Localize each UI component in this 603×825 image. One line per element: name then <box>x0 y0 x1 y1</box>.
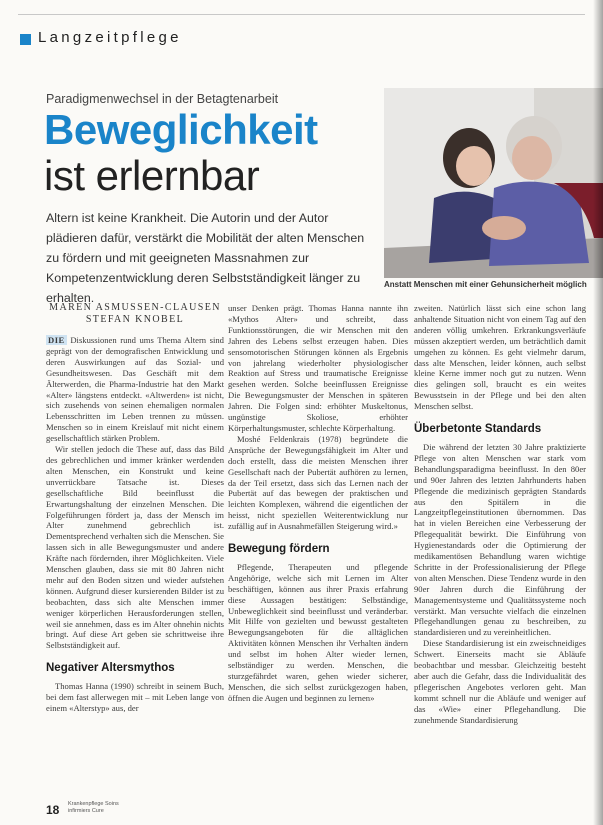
page-edge-shadow <box>593 0 603 825</box>
publication-info <box>68 801 119 814</box>
subheading: Überbetonte Standards <box>414 423 542 436</box>
text-column-3 <box>414 303 586 726</box>
paragraph: Wir stellen jedoch die These auf, dass das Bild des gebrechlichen und immer kränker werdenden alten Menschen, ein Konstrukt und keine unverrückbare Tatsache ist. Dieses gesellschaftliche Bild beeinflusst die Erwartungshaltung der einzelnen Menschen. Die Folgeführungen fördert ja, dass der Mensch im Alter zunehmend gebrechlich ist. Dementsprechend verhalten sich die Menschen. Sie lassen sich in alle Bewegungsmuster und andere Kräfte nach fördernden, ihrer Möglichkeiten. Viele Menschen glauben, dass sie mit 80 Jahren nicht mehr auf den Boden sitzen und wieder aufstehen können. Aufgrund dieser kursierenden Bilder ist zu beobachten, dass sich alte Menschen immer weniger körperlichen Herausforderungen stellen, weil sie annehmen, dass es im Alter ohnehin nichts bringt. Auf diese Art geben sie schrittweise ihre Selbstständigkeit auf. <box>46 444 224 651</box>
page-number: 18 <box>46 803 60 817</box>
photo-caption: Anstatt Menschen mit einer Gehunsicherheit möglich <box>384 280 587 289</box>
paragraph: Thomas Hanna (1990) schreibt in seinem Buch, bei dem fast allerwegen mit – mit Leben lange von einem «Alterstyp» aus, der <box>46 681 224 713</box>
subheading: Bewegung fördern <box>228 543 330 556</box>
author-name: STEFAN KNOBEL <box>85 314 185 325</box>
paragraph: Pflegende, Therapeuten und pflegende Angehörige, welche sich mit Lernen im Alter beschäftigen, können aus ihrer Praxis erfahrung diese Aussagen bestätigen: Selbständige, Unbeweglichkeit sind beeinflusst und veränderbar. Mit Hilfe von gezielten und bewusst gestalteten Bewegungsangeboten für die alltäglichen Aktivitäten können Menschen ihr Verhalten ändern und selbst im hohen Alter wieder lernen, selbständiger zu werden. Menschen, die sturzgefährdet waren, gehen wieder sicherer, Menschen, die sich selbst zurückgezogen haben, öffnen die Augen und beginnen zu lernen» <box>228 561 408 703</box>
section-marker <box>20 34 31 45</box>
paragraph <box>46 335 224 444</box>
drop-cap: DIE <box>48 335 65 345</box>
paragraph: Die während der letzten 30 Jahre praktizierte Pflege von alten Menschen war stark vom Behandlungsparadigma beeinflusst. In den 80er und 90er Jahren des letzten Jahrhunderts haben Pflegende die medizinisch geprägten Standards aus den Spitälern in die Langzeitpflegeinstitutionen übernommen. Das hat in vielen Bereichen eine Verbesserung der Pflegequalität bewirkt. Die Einführung von Hygienestandards oder die Optimierung der medikamentösen Behandlung waren wichtige Schritte in der Professionalisierung der Pflege von alten Menschen. Diese Tendenz wurde in den 90er Jahren durch die Einführung der Managementsysteme und Qualitätssysteme noch verstärkt. Man versuchte vielfach die einzelnen Pflegehandlungen genau zu beschreiben, zu standardisieren und zu vereinheitlichen. <box>414 441 586 638</box>
subheading: Negativer Altersmythos <box>46 662 175 675</box>
text-column-1 <box>46 335 224 714</box>
article-photo <box>384 88 603 278</box>
publication-line: infirmiers Cure <box>68 807 104 814</box>
top-rule <box>18 14 585 15</box>
paragraph: Diese Standardisierung ist ein zweischneidiges Schwert. Einerseits macht sie Abläufe beobachtbar und messbar. Gleichzeitig besteht aber auch die Gefahr, dass die Individualität des pflegerischen Angebotes verloren geht. Man kommt schnell nur die Abläufe und weniger auf das «Wie» einer Pflegehandlung. Die zunehmende Standardisierung <box>414 638 586 725</box>
author-name: MAREN ASMUSSEN-CLAUSEN <box>49 302 221 313</box>
paragraph: unser Denken prägt. Thomas Hanna nannte ihn «Mythos Alter» und schreibt, dass Funktionsstörungen, die wir Menschen mit den Jahren des Lebens selbst erzeugen haben. Dies sensomotorischen Störungen können als Ergebnis von jahrelang wiederholter physiologischer Reaktion auf Stress und traumatische Ereignisse gesehen werden. Solche beeinflussen Ereignisse Die Bewegungsmuster der Menschen in späteren Jahren. Die Folgen sind: erhöhter Muskeltonus, ungünstige Skoliose, erhöhter Körperhaltungsmuster, schlechte Körperhaltung. <box>228 303 408 433</box>
article-lead: Altern ist keine Krankheit. Die Autorin und der Autor plädieren dafür, verstärkt die Mobilität der alten Menschen zu fördern und mit geeigneten Massnahmen zur Kompetenzentwicklung deren Selbstständigkeit länger zu erhalten. <box>46 211 365 305</box>
section-label: Langzeitpflege <box>38 29 182 46</box>
paragraph: Moshé Feldenkrais (1978) begründete die Ansprüche der Bewegungsfähigkeit im Alter und doch erstellt, dass die meisten Menschen ihrer Gesellschaft nach der Pubertät aufhören zu lernen, da der Teil ersetzt, dass sich das Lernen nach der Pubertät auf das bewegen der praktischen und leichten Komplexen, während die eigentlichen der heisst, nicht speziellen Weiterentwicklung nur zufällig auf in Ausnahmefällen Steigerung wird.» <box>228 433 408 532</box>
photo-illustration <box>384 88 603 278</box>
text-column-2 <box>228 303 408 704</box>
paragraph-text: Diskussionen rund ums Thema Altern sind geprägt von der demografischen Entwicklung und deren Auswirkungen auf das Sozial- und Gesundheitswesen. Das Geschäft mit dem Älterwerden, die Pharma-Industrie hat den Markt «Alter» längstens entdeckt. «Altwerden» ist nicht, sich zusehends von seinen ehemaligen normalen Lebensschritten im Leben trennen zu müssen. Menschen so in einem Kreislauf mit nicht einem gesellschaftlich stärken Problem. <box>46 335 224 444</box>
paragraph: zweiten. Natürlich lässt sich eine schon lang anhaltende Situation nicht von einem Tag auf den anderen völlig umkehren. Erkrankungsverläufe müssen akzeptiert werden, um beträchtlich damit umgehen zu können. Es geht vielmehr darum, dass alte Menschen, leider können, auch selbst kleine Kerne immer noch gut zu nutzen. Wenn dies gelingen soll, braucht es ein weites Bewusstsein in der Pflege und bei den alten Menschen selbst. <box>414 303 586 412</box>
article-title-line1: Beweglichkeit <box>44 106 318 153</box>
article-title-line2: ist erlernbar <box>44 152 260 199</box>
article-kicker: Paradigmenwechsel in der Betagtenarbeit <box>46 92 279 106</box>
publication-line: Krankenpflege Soins <box>68 801 119 807</box>
author-byline <box>46 302 224 326</box>
